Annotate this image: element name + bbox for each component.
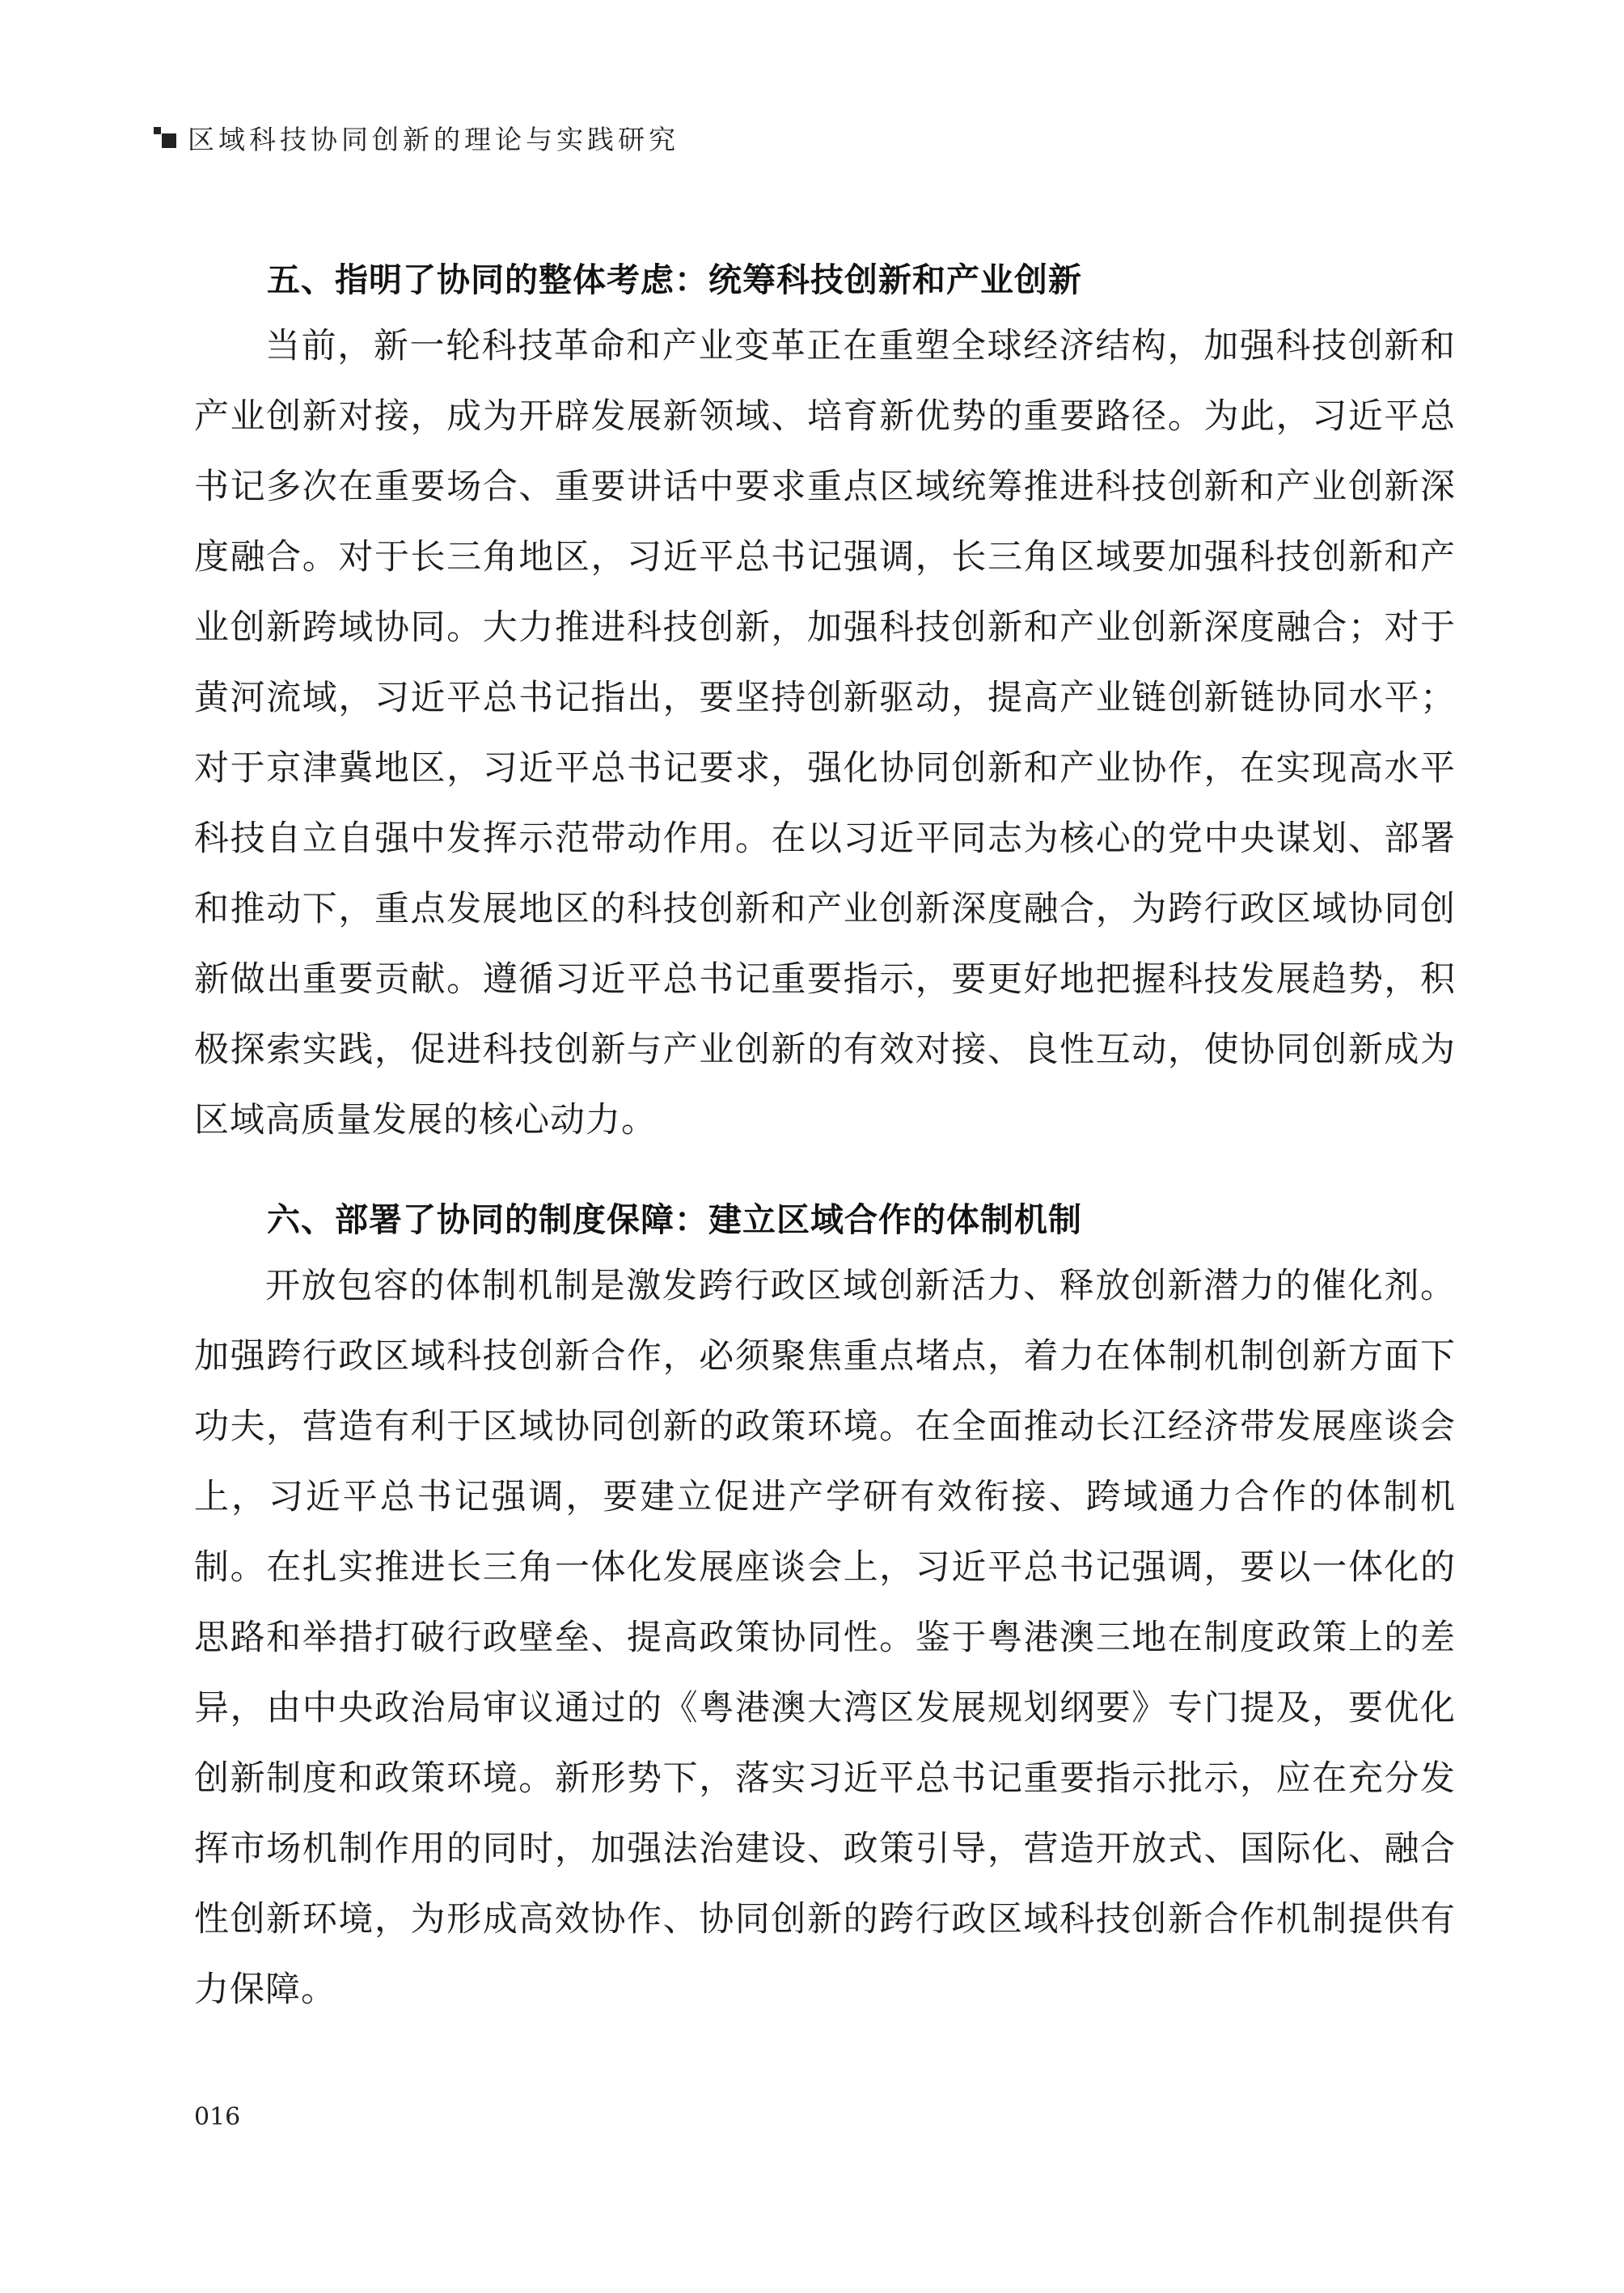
section-six — [194, 1195, 1456, 2025]
section-heading: 六、部署了协同的制度保障：建立区域合作的体制机制 — [267, 1200, 1082, 1239]
body-paragraph: 开放包容的体制机制是激发跨行政区域创新活力、释放创新潜力的催化剂。加强跨行政区域科技创新合作，必须聚焦重点堵点，着力在体制机制创新方面下功夫，营造有利于区域协同创新的政策环境。在全面推动长江经济带发展座谈会上，习近平总书记强调，要建立促进产学研有效衔接、跨域通力合作的体制机制。在扎实推进长三角一体化发展座谈会上，习近平总书记强调，要以一体化的思路和举措打破行政壁垒、提高政策协同性。鉴于粤港澳三地在制度政策上的差异，由中央政治局审议通过的《粤港澳大湾区发展规划纲要》专门提及，要优化创新制度和政策环境。新形势下，落实习近平总书记重要指示批示，应在充分发挥市场机制作用的同时，加强法治建设、政策引导，营造开放式、国际化、融合性创新环境，为形成高效协作、协同创新的跨行政区域科技创新合作机制提供有力保障。 — [194, 1266, 1456, 2010]
section-five — [194, 255, 1456, 1156]
header-square-icon — [154, 125, 178, 150]
page-number: 016 — [194, 2103, 241, 2131]
section-heading: 五、指明了协同的整体考虑：统筹科技创新和产业创新 — [267, 260, 1082, 299]
page-body — [194, 255, 1456, 2025]
book-title: 区域科技协同创新的理论与实践研究 — [188, 123, 679, 155]
body-paragraph: 当前，新一轮科技革命和产业变革正在重塑全球经济结构，加强科技创新和产业创新对接，成为开辟发展新领域、培育新优势的重要路径。为此，习近平总书记多次在重要场合、重要讲话中要求重点区域统筹推进科技创新和产业创新深度融合。对于长三角地区，习近平总书记强调，长三角区域要加强科技创新和产业创新跨域协同。大力推进科技创新，加强科技创新和产业创新深度融合；对于黄河流域，习近平总书记指出，要坚持创新驱动，提高产业链创新链协同水平；对于京津冀地区，习近平总书记要求，强化协同创新和产业协作，在实现高水平科技自立自强中发挥示范带动作用。在以习近平同志为核心的党中央谋划、部署和推动下，重点发展地区的科技创新和产业创新深度融合，为跨行政区域协同创新做出重要贡献。遵循习近平总书记重要指示，要更好地把握科技发展趋势，积极探索实践，促进科技创新与产业创新的有效对接、良性互动，使协同创新成为区域高质量发展的核心动力。 — [194, 326, 1456, 1140]
running-header — [154, 121, 679, 154]
